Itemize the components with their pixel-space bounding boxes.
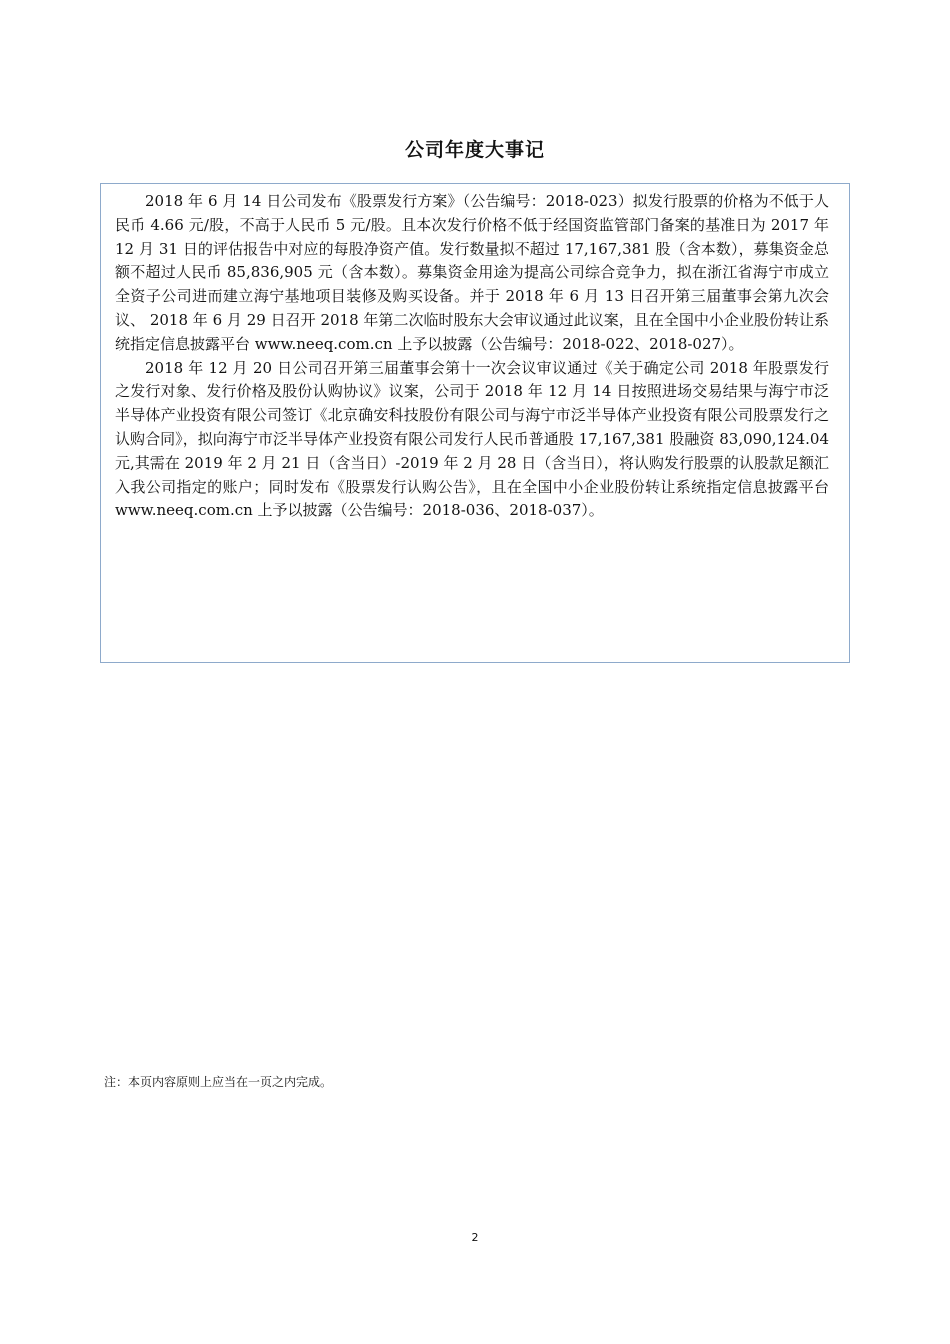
footnote: 注：本页内容原则上应当在一页之内完成。 <box>104 1075 333 1089</box>
event-paragraph-2: 2018 年 12 月 20 日公司召开第三届董事会第十一次会议审议通过《关于确定公司 2018 年股票发行之发行对象、发行价格及股份认购协议》议案，公司于 2018 年 12 月 14 日按照进场交易结果与海宁市泛半导体产业投资有限公司签订《北京确安科技股份有限公司与海宁市泛半导体产业投资有限公司股票发行之认购合同》，拟向海宁市泛半导体产业投资有限公司发行人民币普通股 17,167,381 股融资 83,090,124.04 元,其需在 2019 年 2 月 21 日（含当日）-2019 年 2 月 28 日（含当日），将认购发行股票的认股款足额汇入我公司指定的账户；同时发布《股票发行认购公告》，且在全国中小企业股份转让系统指定信息披露平台 www.neeq.com.cn 上予以披露（公告编号：2018-036、2018-037）。 <box>115 358 829 520</box>
page-title: 公司年度大事记 <box>404 139 545 161</box>
page-number: 2 <box>471 1231 479 1244</box>
event-paragraph-1: 2018 年 6 月 14 日公司发布《股票发行方案》（公告编号：2018-023）拟发行股票的价格为不低于人民币 4.66 元/股，不高于人民币 5 元/股。且本次发行价格不低于经国资监管部门备案的基准日为 2017 年 12 月 31 日的评估报告中对应的每股净资产值。发行数量拟不超过 17,167,381 股（含本数），募集资金总额不超过人民币 85,836,905 元（含本数）。募集资金用途为提高公司综合竞争力，拟在浙江省海宁市成立全资子公司进而建立海宁基地项目装修及购买设备。并于 2018 年 6 月 13 日召开第三届董事会第九次会议、 2018 年 6 月 29 日召开 2018 年第二次临时股东大会审议通过此议案，且在全国中小企业股份转让系统指定信息披露平台 www.neeq.com.cn 上予以披露（公告编号：2018-022、2018-027）。 <box>115 192 829 353</box>
events-content-box <box>100 183 850 663</box>
